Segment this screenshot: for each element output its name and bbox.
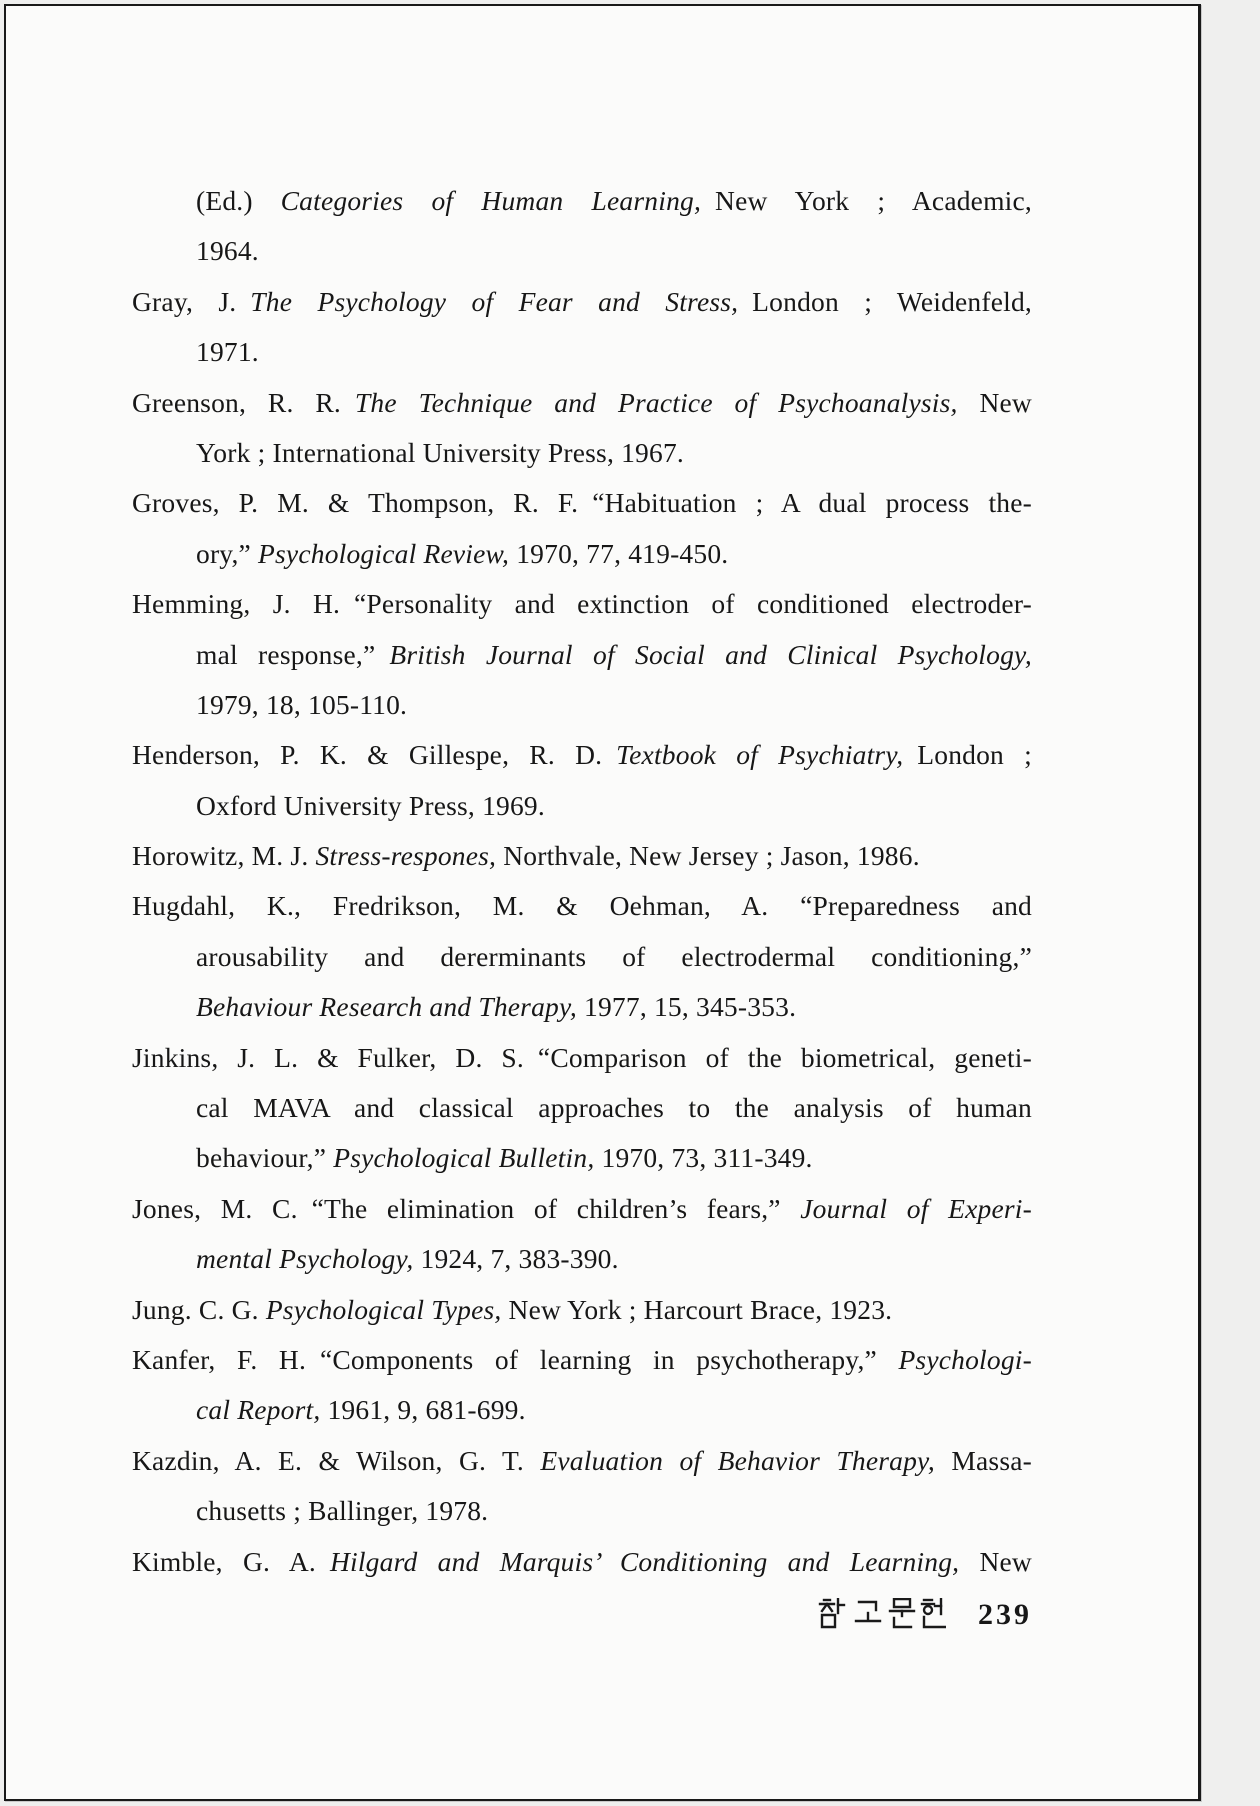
footer-section-label-hangul-glyphs — [818, 1598, 946, 1630]
reference-line — [132, 1133, 1032, 1183]
references-list — [132, 176, 1032, 1587]
reference-text-segment: Jinkins, J. L. & Fulker, D. S. “Comparison of the biometrical, geneti- — [132, 1041, 1032, 1073]
reference-title-segment: cal Report, — [196, 1394, 321, 1426]
reference-text-segment: Hemming, J. H. “Personality and extinction of conditioned electroder- — [132, 588, 1032, 620]
reference-text-segment: New York ; Harcourt Brace, 1923. — [501, 1293, 893, 1325]
book-page — [4, 4, 1201, 1801]
reference-line — [132, 378, 1032, 428]
reference-line — [132, 1385, 1032, 1435]
reference-line — [132, 1033, 1032, 1083]
reference-title-segment: Behaviour Research and Therapy, — [196, 991, 577, 1023]
reference-line — [132, 529, 1032, 579]
reference-text-segment: Massa- — [935, 1444, 1032, 1476]
reference-text-segment: 1970, 77, 419-450. — [509, 537, 729, 569]
reference-text-segment: arousability and dererminants of electrodermal conditioning,” — [196, 940, 1032, 972]
hangul-mun — [890, 1599, 914, 1627]
reference-text-segment: Northvale, New Jersey ; Jason, 1986. — [496, 840, 920, 872]
reference-text-segment: 1961, 9, 681-699. — [320, 1394, 526, 1426]
reference-text-segment: Kanfer, F. H. “Components of learning in psychotherapy,” — [132, 1343, 899, 1375]
reference-text-segment: Greenson, R. R. — [132, 386, 355, 418]
reference-text-segment: Hugdahl, K., Fredrikson, M. & Oehman, A. “Preparedness and — [132, 890, 1032, 922]
reference-text-segment: Oxford University Press, 1969. — [196, 789, 545, 821]
reference-line — [132, 1083, 1032, 1133]
reference-line — [132, 1486, 1032, 1536]
reference-text-segment: cal MAVA and classical approaches to the analysis of human — [196, 1092, 1032, 1124]
reference-text-segment: Jones, M. C. “The elimination of children’s fears,” — [132, 1192, 801, 1224]
hangul-go — [856, 1602, 880, 1621]
reference-line — [132, 327, 1032, 377]
reference-title-segment: Evaluation of Behavior Therapy, — [540, 1444, 935, 1476]
reference-line — [132, 579, 1032, 629]
reference-text-segment: 1971. — [196, 336, 259, 368]
reference-title-segment: Journal of Experi- — [800, 1192, 1032, 1224]
hangul-heon — [922, 1599, 946, 1627]
reference-title-segment: British Journal of Social and Clinical Psychology, — [389, 638, 1032, 670]
reference-text-segment: behaviour,” — [196, 1142, 334, 1174]
reference-line — [132, 1234, 1032, 1284]
reference-title-segment: Psychological Review, — [258, 537, 510, 569]
reference-title-segment: Psychologi- — [898, 1343, 1032, 1375]
reference-text-segment: London ; — [903, 739, 1032, 771]
reference-text-segment: Groves, P. M. & Thompson, R. F. “Habituation ; A dual process the- — [132, 487, 1032, 519]
reference-text-segment: 1964. — [196, 235, 259, 267]
reference-line — [132, 781, 1032, 831]
reference-line — [132, 881, 1032, 931]
reference-line — [132, 1436, 1032, 1486]
hangul-cham — [820, 1599, 844, 1627]
reference-line — [132, 176, 1032, 226]
reference-text-segment: ory,” — [196, 537, 259, 569]
reference-text-segment: London ; Weidenfeld, — [738, 285, 1032, 317]
reference-text-segment: New York ; Academic, — [701, 185, 1032, 216]
reference-text-segment: York ; International University Press, 1967. — [196, 436, 684, 468]
reference-line — [132, 1285, 1032, 1335]
reference-title-segment: Hilgard and Marquis’ Conditioning and Learning, — [329, 1545, 960, 1577]
reference-line — [132, 428, 1032, 478]
reference-title-segment: Textbook of Psychiatry, — [616, 739, 904, 771]
reference-text-segment: 1979, 18, 105-110. — [196, 688, 408, 720]
reference-title-segment: Psychological Types, — [265, 1293, 502, 1325]
reference-line — [132, 730, 1032, 780]
reference-line — [132, 1335, 1032, 1385]
reference-text-segment: Kazdin, A. E. & Wilson, G. T. — [132, 1444, 541, 1476]
reference-text-segment: Horowitz, M. J. — [132, 840, 316, 872]
reference-text-segment: New — [959, 1545, 1032, 1577]
reference-line — [132, 932, 1032, 982]
reference-line — [132, 226, 1032, 276]
reference-text-segment: Gray, J. — [132, 285, 251, 317]
reference-title-segment: The Psychology of Fear and Stress, — [250, 285, 739, 317]
reference-text-segment: New — [957, 386, 1032, 418]
reference-text-segment: chusetts ; Ballinger, 1978. — [196, 1495, 489, 1527]
reference-text-segment: 1977, 15, 345-353. — [576, 991, 797, 1023]
page-number: 239 — [978, 1598, 1032, 1631]
reference-text-segment: mal response,” — [196, 638, 390, 670]
reference-title-segment: Psychological Bulletin, — [333, 1142, 595, 1174]
reference-text-segment: 1970, 73, 311-349. — [594, 1142, 813, 1174]
reference-line — [132, 831, 1032, 881]
reference-line — [132, 982, 1032, 1032]
reference-text-segment: (Ed.) — [196, 185, 281, 216]
reference-text-segment: Jung. C. G. — [132, 1293, 266, 1325]
reference-line — [132, 1537, 1032, 1587]
reference-text-segment: Henderson, P. K. & Gillespe, R. D. — [132, 739, 617, 771]
reference-line — [132, 630, 1032, 680]
reference-line — [132, 680, 1032, 730]
reference-title-segment: mental Psychology, — [196, 1243, 414, 1275]
reference-title-segment: Stress-respones, — [315, 840, 497, 872]
reference-text-segment: 1924, 7, 383-390. — [413, 1243, 619, 1275]
reference-line — [132, 478, 1032, 528]
reference-line — [132, 1184, 1032, 1234]
reference-line — [132, 277, 1032, 327]
reference-text-segment: Kimble, G. A. — [132, 1545, 330, 1577]
reference-title-segment: Categories of Human Learning, — [280, 185, 702, 216]
reference-title-segment: The Technique and Practice of Psychoanalysis, — [354, 386, 958, 418]
page-footer — [132, 1598, 1032, 1632]
